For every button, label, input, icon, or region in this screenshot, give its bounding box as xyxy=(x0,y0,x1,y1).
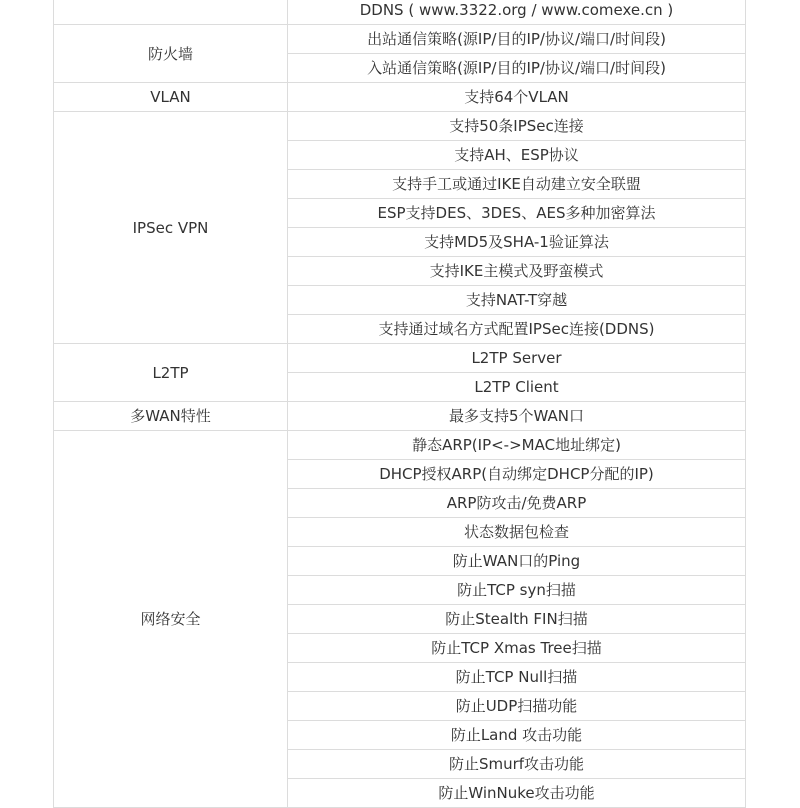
feature-cell: 防止TCP syn扫描 xyxy=(288,576,746,605)
feature-cell: 防止WinNuke攻击功能 xyxy=(288,779,746,808)
feature-cell: 防止TCP Null扫描 xyxy=(288,663,746,692)
feature-cell: 支持AH、ESP协议 xyxy=(288,141,746,170)
feature-cell: 出站通信策略(源IP/目的IP/协议/端口/时间段) xyxy=(288,25,746,54)
feature-cell: 静态ARP(IP<->MAC地址绑定) xyxy=(288,431,746,460)
feature-cell: 支持50条IPSec连接 xyxy=(288,112,746,141)
category-cell: IPSec VPN xyxy=(54,112,288,344)
feature-cell: 入站通信策略(源IP/目的IP/协议/端口/时间段) xyxy=(288,54,746,83)
table-row xyxy=(54,112,746,141)
feature-cell: DDNS ( www.3322.org / www.comexe.cn ) xyxy=(288,0,746,25)
feature-cell: DHCP授权ARP(自动绑定DHCP分配的IP) xyxy=(288,460,746,489)
table-row xyxy=(54,83,746,112)
feature-cell: 防止TCP Xmas Tree扫描 xyxy=(288,634,746,663)
category-cell: 防火墙 xyxy=(54,25,288,83)
feature-cell: 状态数据包检查 xyxy=(288,518,746,547)
category-cell: L2TP xyxy=(54,344,288,402)
feature-cell: 防止UDP扫描功能 xyxy=(288,692,746,721)
feature-cell: L2TP Client xyxy=(288,373,746,402)
feature-cell: 防止Stealth FIN扫描 xyxy=(288,605,746,634)
feature-cell: 支持通过域名方式配置IPSec连接(DDNS) xyxy=(288,315,746,344)
feature-cell: 防止Land 攻击功能 xyxy=(288,721,746,750)
feature-cell: 支持IKE主模式及野蛮模式 xyxy=(288,257,746,286)
feature-cell: 支持64个VLAN xyxy=(288,83,746,112)
table-row xyxy=(54,344,746,373)
category-cell: 网络安全 xyxy=(54,431,288,808)
table-row xyxy=(54,431,746,460)
feature-cell: ESP支持DES、3DES、AES多种加密算法 xyxy=(288,199,746,228)
table-row xyxy=(54,25,746,54)
feature-cell: 支持NAT-T穿越 xyxy=(288,286,746,315)
spec-table xyxy=(53,0,746,808)
feature-cell: 支持MD5及SHA-1验证算法 xyxy=(288,228,746,257)
table-row xyxy=(54,0,746,25)
category-cell: VLAN xyxy=(54,83,288,112)
feature-cell: 防止WAN口的Ping xyxy=(288,547,746,576)
feature-cell: 最多支持5个WAN口 xyxy=(288,402,746,431)
feature-cell: 支持手工或通过IKE自动建立安全联盟 xyxy=(288,170,746,199)
table-row xyxy=(54,402,746,431)
category-cell: 多WAN特性 xyxy=(54,402,288,431)
feature-cell: L2TP Server xyxy=(288,344,746,373)
category-cell xyxy=(54,0,288,25)
spec-table-body xyxy=(54,0,746,808)
feature-cell: ARP防攻击/免费ARP xyxy=(288,489,746,518)
feature-cell: 防止Smurf攻击功能 xyxy=(288,750,746,779)
